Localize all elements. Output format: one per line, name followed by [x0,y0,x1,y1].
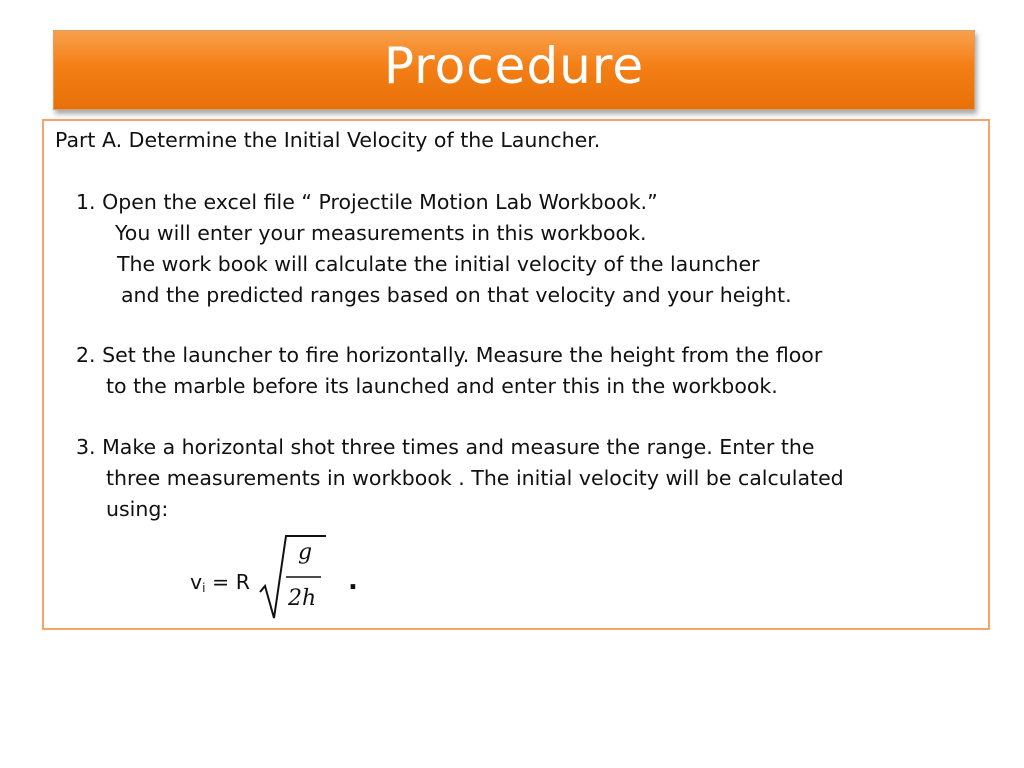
step-1-line-3: The work book will calculate the initial velocity of the launcher [117,252,760,276]
step-3-line-3: using: [106,497,169,521]
velocity-formula [190,530,390,620]
formula-lhs: $v_i = R$ [190,570,250,595]
step-3-line-1: 3. Make a horizontal shot three times and measure the range. Enter the [76,435,815,459]
formula-period: . [348,566,358,596]
fraction-denominator: 2h [288,586,317,611]
step-3-line-2: three measurements in workbook . The initial velocity will be calculated [106,466,844,490]
title-banner [53,30,975,110]
step-1-line-2: You will enter your measurements in this workbook. [115,221,647,245]
part-heading: Part A. Determine the Initial Velocity of the Launcher. [55,128,601,152]
step-1-line-1: 1. Open the excel file “ Projectile Motion Lab Workbook.” [76,190,658,214]
fraction-numerator: g [298,540,313,565]
step-1-line-4: and the predicted ranges based on that velocity and your height. [121,283,792,307]
step-2-line-2: to the marble before its launched and enter this in the workbook. [106,374,778,398]
step-2-line-1: 2. Set the launcher to fire horizontally. Measure the height from the floor [76,343,823,367]
slide-title: Procedure [383,37,645,95]
